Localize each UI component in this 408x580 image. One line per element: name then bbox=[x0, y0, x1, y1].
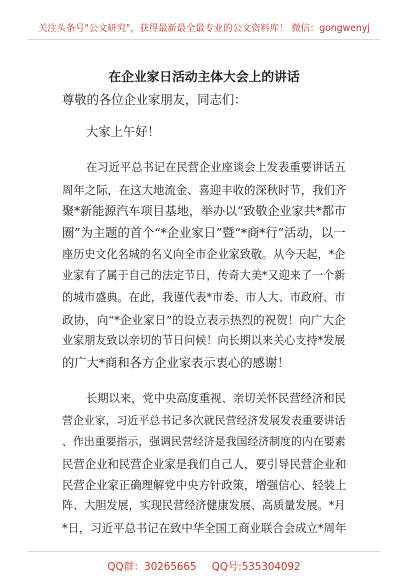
paragraph-2-line: 长期以来，党中央高度重视、亲切关怀民营经济和民 bbox=[86, 392, 346, 405]
footer-contact bbox=[0, 558, 408, 573]
document-title: 在企业家日活动主体大会上的讲话 bbox=[108, 70, 300, 85]
paragraph-1-line: 业家朋友致以亲切的节日问候！向长期以来关心支持*发展 bbox=[62, 334, 346, 347]
paragraph-1-line: 圈”为主题的首个“*企业家日”暨“*商*行”活动，以一 bbox=[62, 226, 346, 240]
paragraph-2-line: 民营企业和民营企业家是我们自己人，要引导民营企业和 bbox=[62, 457, 347, 471]
paragraph-2-line: 民营企业家正确理解党中央方针政策，增强信心、轻装上 bbox=[62, 478, 347, 492]
footer-divider bbox=[28, 551, 380, 552]
footer-qq-number: QQ号:535304092 bbox=[211, 561, 301, 573]
paragraph-1-line: 业家有了属于自己的法定节日，传奇大美*又迎来了一个新 bbox=[62, 269, 346, 282]
footer-qq-group: QQ群：30265665 bbox=[107, 561, 197, 573]
salutation: 尊敬的各位企业家朋友，同志们： bbox=[62, 93, 247, 107]
paragraph-2-line: 营企业家，习近平总书记多次就民营经济发展发表重要讲话 bbox=[62, 414, 346, 427]
paragraph-1-line: 周年之际，在这大地流金、喜迎丰收的深秋时节，我们齐 bbox=[62, 183, 347, 197]
paragraph-1-line: 的城市盛典。在此，我谨代表*市委、市人大、市政府、市 bbox=[62, 291, 346, 304]
paragraph-1-line: 的广大*商和各方企业家表示衷心的感谢！ bbox=[62, 356, 290, 370]
paragraph-2-line: 、作出重要指示，强调民营经济是我国经济制度的内在要素 bbox=[62, 435, 346, 448]
paragraph-1-line: 聚*新能源汽车项目基地，举办以“致敬企业家共*都市 bbox=[62, 204, 346, 218]
paragraph-2-line: *日，习近平总书记在致中华全国工商业联合会成立*周年 bbox=[62, 521, 347, 535]
paragraph-1-line: 在习近平总书记在民营企业座谈会上发表重要讲话五 bbox=[86, 161, 346, 174]
paragraph-1-line: 座历史文化名城的名义向全市企业家致敬。从今天起，*企 bbox=[62, 248, 346, 261]
header-note: 关注头条号"公文研究"，获得最新最全最专业的公文资料库！ 微信：gongwenyj bbox=[38, 23, 370, 34]
paragraph-1-line: 政协，向“*企业家日”的设立表示热烈的祝贺！向广大企 bbox=[62, 313, 346, 327]
greeting: 大家上午好！ bbox=[86, 125, 160, 139]
paragraph-2-line: 阵、大胆发展，实现民营经济健康发展、高质量发展。*月 bbox=[62, 499, 346, 512]
header-divider bbox=[28, 39, 380, 40]
